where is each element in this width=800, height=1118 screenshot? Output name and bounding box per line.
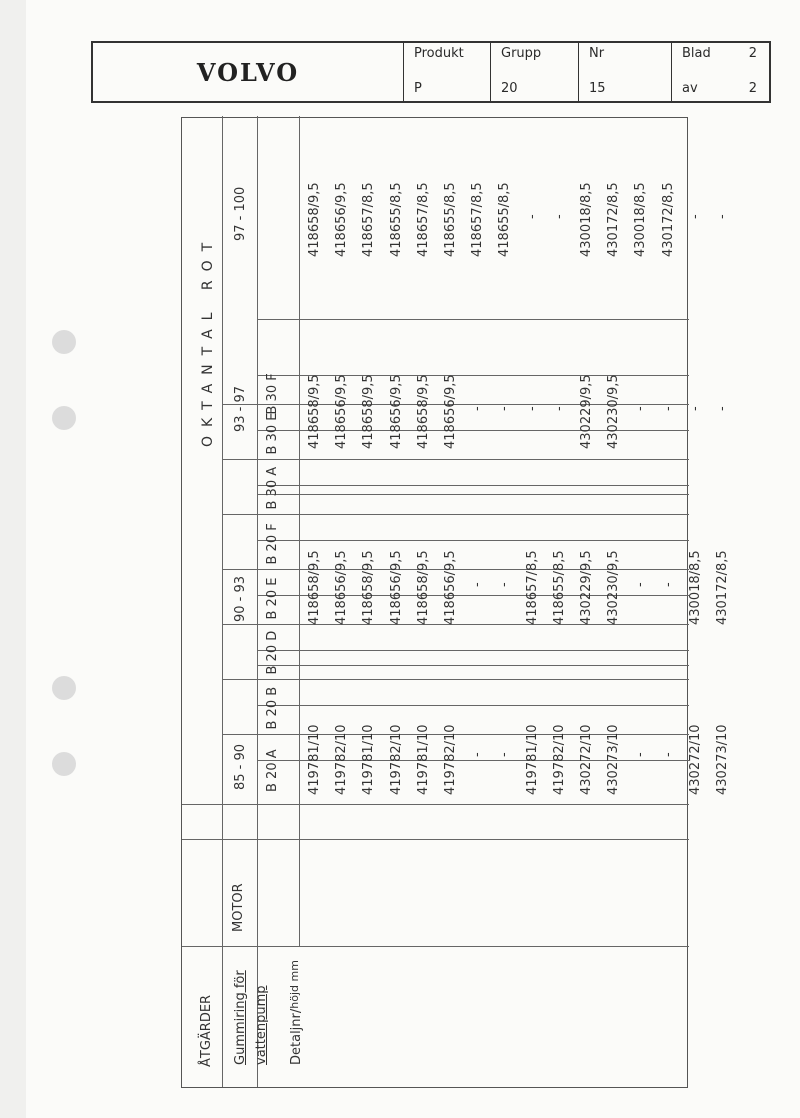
table-cell: - bbox=[524, 214, 540, 219]
table-cell: 418655/8,5 bbox=[551, 550, 567, 625]
range-90-93: 90 - 93 bbox=[233, 575, 248, 622]
detalj-main: Detaljnr/ bbox=[289, 1008, 304, 1065]
grid-line bbox=[257, 319, 689, 320]
table-cell: 418655/8,5 bbox=[443, 182, 458, 257]
table-cell: 418657/8,5 bbox=[524, 550, 540, 625]
table-cell: - bbox=[551, 214, 567, 219]
table-cell: 430272/10 bbox=[579, 724, 594, 795]
table-cell: 430273/10 bbox=[715, 724, 730, 795]
table-cell: 430018/8,5 bbox=[687, 550, 703, 625]
table-cell: 430229/9,5 bbox=[579, 550, 594, 625]
table-cell: - bbox=[687, 406, 703, 411]
blad-cell bbox=[672, 43, 769, 101]
punch-hole bbox=[52, 406, 76, 430]
grid-line bbox=[182, 946, 689, 947]
table-cell: 418658/9,5 bbox=[415, 550, 431, 625]
table-cell: 419782/10 bbox=[551, 724, 567, 795]
motor-label: B 20 E bbox=[265, 577, 280, 620]
table-cell: 430172/8,5 bbox=[606, 182, 622, 257]
grid-line bbox=[257, 540, 689, 541]
detalj-sub: höjd mm bbox=[288, 960, 301, 1009]
punch-hole bbox=[52, 752, 76, 776]
grid-line bbox=[257, 650, 689, 651]
motor-header: MOTOR bbox=[231, 883, 246, 932]
av-label: av bbox=[682, 81, 698, 96]
grid-line bbox=[257, 665, 689, 666]
table-cell: - bbox=[551, 406, 567, 411]
rotated-table-wrapper bbox=[181, 117, 730, 1088]
punch-hole bbox=[52, 330, 76, 354]
table-cell: - bbox=[687, 214, 703, 219]
table-cell: 430229/9,5 bbox=[579, 374, 594, 449]
table-cell: 418656/9,5 bbox=[443, 550, 458, 625]
range-85-90: 85 - 90 bbox=[233, 743, 248, 790]
grid-line bbox=[222, 459, 689, 460]
table-cell: - bbox=[660, 752, 676, 757]
table-cell: 419781/10 bbox=[307, 724, 322, 795]
table-cell: 430172/8,5 bbox=[660, 182, 676, 257]
table-cell: - bbox=[524, 406, 540, 411]
table-cell: 430018/8,5 bbox=[633, 182, 649, 257]
table-cell: 419781/10 bbox=[361, 724, 377, 795]
table-cell: 418657/8,5 bbox=[470, 182, 486, 257]
table-cell: 430272/10 bbox=[687, 724, 703, 795]
table-cell: - bbox=[497, 752, 513, 757]
nr-cell bbox=[579, 43, 672, 101]
produkt-cell bbox=[404, 43, 491, 101]
produkt-label: Produkt bbox=[414, 46, 464, 61]
grid-line bbox=[299, 116, 300, 947]
table-cell: - bbox=[660, 582, 676, 587]
grid-line bbox=[257, 116, 258, 1087]
table-cell: 419782/10 bbox=[443, 724, 458, 795]
table-cell: 430230/9,5 bbox=[606, 374, 622, 449]
table-cell: 419781/10 bbox=[415, 724, 431, 795]
document-header bbox=[91, 41, 771, 103]
table-cell: 418656/9,5 bbox=[334, 374, 350, 449]
logo-cell bbox=[93, 43, 404, 101]
motor-label: B 20 F bbox=[265, 523, 280, 565]
table-cell: 418658/9,5 bbox=[361, 550, 377, 625]
table-cell: - bbox=[633, 752, 649, 757]
table-cell: 430273/10 bbox=[606, 724, 622, 795]
table-cell: - bbox=[633, 582, 649, 587]
table-cell: 419782/10 bbox=[388, 724, 404, 795]
table-cell: 418657/8,5 bbox=[361, 182, 377, 257]
motor-label: B 20 D bbox=[265, 630, 280, 675]
table-cell: - bbox=[633, 406, 649, 411]
motor-label: B 30 A bbox=[265, 466, 280, 510]
table-cell: 430172/8,5 bbox=[715, 550, 730, 625]
binder-margin bbox=[0, 0, 26, 1118]
volvo-logo: VOLVO bbox=[196, 58, 300, 87]
table-cell: - bbox=[470, 582, 486, 587]
nr-label: Nr bbox=[589, 46, 605, 61]
blad-value: 2 bbox=[748, 46, 757, 61]
table-cell: 430230/9,5 bbox=[606, 550, 622, 625]
table-cell: - bbox=[715, 406, 730, 411]
motor-label: B 20 B bbox=[265, 686, 280, 730]
table-cell: - bbox=[660, 406, 676, 411]
table-cell: 418656/9,5 bbox=[334, 550, 350, 625]
table-cell: 418658/9,5 bbox=[307, 550, 322, 625]
table-cell: 418655/8,5 bbox=[388, 182, 404, 257]
table-cell: - bbox=[497, 406, 513, 411]
table-cell: 418656/9,5 bbox=[388, 374, 404, 449]
nr-value: 15 bbox=[589, 81, 606, 96]
table-cell: - bbox=[715, 214, 730, 219]
grid-line bbox=[182, 804, 689, 805]
table-cell: 419781/10 bbox=[524, 724, 540, 795]
table-cell: 419782/10 bbox=[334, 724, 350, 795]
grid-line bbox=[257, 494, 689, 495]
grupp-value: 20 bbox=[501, 81, 518, 96]
range-97-100: 97 - 100 bbox=[233, 186, 248, 241]
punch-hole bbox=[52, 676, 76, 700]
grupp-label: Grupp bbox=[501, 46, 542, 61]
grupp-cell bbox=[491, 43, 579, 101]
table-cell: 418657/8,5 bbox=[415, 182, 431, 257]
atgard-line-2: vattenpump bbox=[254, 985, 269, 1065]
octane-banner: OKTANTAL ROT bbox=[200, 233, 216, 447]
grid-line bbox=[222, 116, 223, 1087]
table-cell: 418658/9,5 bbox=[307, 374, 322, 449]
table-cell: 418656/9,5 bbox=[443, 374, 458, 449]
table-cell: 418655/8,5 bbox=[497, 182, 513, 257]
table-cell: 418658/9,5 bbox=[415, 374, 431, 449]
grid-line bbox=[222, 514, 689, 515]
grid-line bbox=[257, 705, 689, 706]
table-cell: 418656/9,5 bbox=[334, 182, 350, 257]
blad-label: Blad bbox=[682, 46, 711, 61]
table-cell: - bbox=[470, 406, 486, 411]
motor-label: B 30 F bbox=[265, 373, 280, 415]
detalj-header bbox=[290, 960, 303, 1065]
table-cell: - bbox=[470, 752, 486, 757]
grid-line bbox=[182, 839, 689, 840]
range-93-97: 93 - 97 bbox=[233, 385, 248, 432]
table-cell: 418658/9,5 bbox=[361, 374, 377, 449]
grid-line bbox=[257, 485, 689, 486]
produkt-value: P bbox=[414, 81, 422, 96]
motor-label: B 30 E bbox=[265, 412, 280, 455]
atgarder-header: ÅTGÄRDER bbox=[199, 994, 214, 1067]
table-cell: 418656/9,5 bbox=[388, 550, 404, 625]
table-cell: 430018/8,5 bbox=[579, 182, 594, 257]
grid-line bbox=[222, 679, 689, 680]
av-value: 2 bbox=[748, 81, 757, 96]
octane-table bbox=[181, 117, 730, 1088]
table-cell: - bbox=[497, 582, 513, 587]
atgard-line-1: Gummiring för bbox=[233, 970, 248, 1065]
table-cell: 418658/9,5 bbox=[307, 182, 322, 257]
motor-label: B 20 A bbox=[265, 749, 280, 792]
